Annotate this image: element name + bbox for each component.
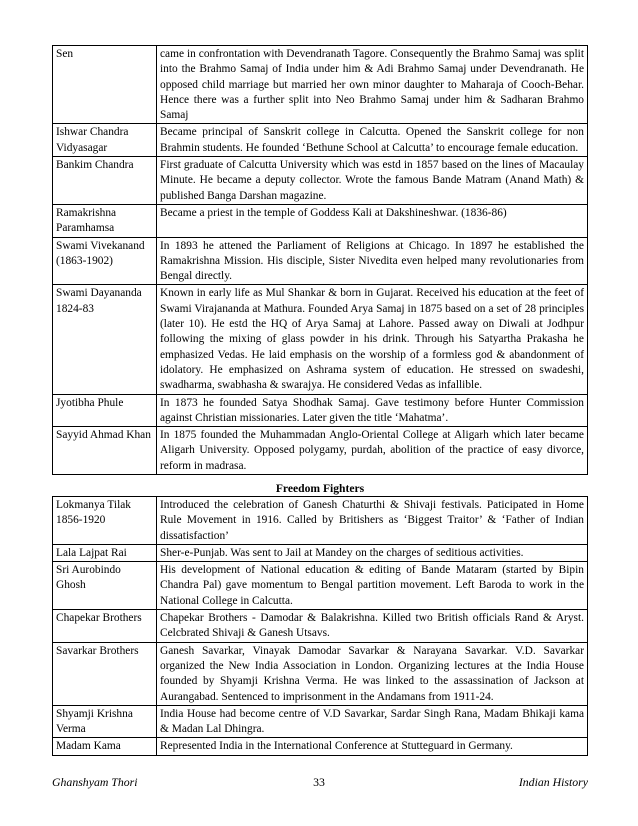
table-row <box>53 46 588 124</box>
footer-author: Ghanshyam Thori <box>52 775 138 789</box>
table-row <box>53 705 588 738</box>
person-name: Bankim Chandra <box>53 157 157 205</box>
reformers-table <box>52 45 588 475</box>
person-name: Lokmanya Tilak 1856-1920 <box>53 497 157 545</box>
person-description: In 1893 he attened the Parliament of Religions at Chicago. In 1897 he established the Ramakrishna Mission. His disciple, Sister Nivedita even helped many revolutionaries from Bengal directly. <box>157 237 588 285</box>
person-description: Known in early life as Mul Shankar & born in Gujarat. Received his education at the feet of Swami Virajananda at Mathura. Founded Arya Samaj in 1875 based on a set of 28 principles (later 10). He estd the HQ of Arya Samaj at Lahore. Passed away on Diwali at Jodhpur following the mixing of glass powder in his drink. Through his Satyartha Prakasha he emphasized Vedas. He laid emphasis on the worship of a formless god & abandonment of idolatory. He emphasized on Ashrama system of education. He stressed on swadeshi, swadharma, swabhasha & swarajya. He considered Vedas as infallible. <box>157 285 588 394</box>
person-description: Chapekar Brothers - Damodar & Balakrishna. Killed two British officials Rand & Aryst. Celcbrated Shivaji & Ganesh Utsavs. <box>157 610 588 643</box>
table-row <box>53 544 588 561</box>
person-name: Sen <box>53 46 157 124</box>
person-description: came in confrontation with Devendranath Tagore. Consequently the Brahmo Samaj was split into the Brahmo Samaj of India under him & Adi Brahmo Samaj under Devendranath. He opposed child marriage but married her own minor daughter to Maharaja of Cooch-Behar. Hence there was a further split into Neo Brahmo Samaj under him & Sadharan Brahmo Samaj <box>157 46 588 124</box>
person-name: Madam Kama <box>53 738 157 755</box>
person-name: Sri Aurobindo Ghosh <box>53 562 157 610</box>
person-description: His development of National education & editing of Bande Mataram (started by Bipin Chandra Pal) gave momentum to Bengal partition movement. Left Baroda to work in the National College in Calcutta. <box>157 562 588 610</box>
person-name: Swami Vivekanand (1863-1902) <box>53 237 157 285</box>
freedom-fighters-table <box>52 496 588 756</box>
person-name: Chapekar Brothers <box>53 610 157 643</box>
footer-subject: Indian History <box>518 775 588 789</box>
person-description: In 1875 founded the Muhammadan Anglo-Oriental College at Aligarh which later became Aligarh University. Opposed polygamy, purdah, abolition of the practice of easy divorce, reform in madrasa. <box>157 427 588 475</box>
table-row <box>53 157 588 205</box>
table-row <box>53 285 588 394</box>
person-description: Became principal of Sanskrit college in Calcutta. Opened the Sanskrit college for non Brahmin students. He founded ‘Bethune School at Calcutta’ to encourage female education. <box>157 124 588 157</box>
person-description: First graduate of Calcutta University which was estd in 1857 based on the lines of Macaulay Minute. He became a deputy collector. Wrote the famous Bande Matram (Anand Math) & published Banga Darshan magazine. <box>157 157 588 205</box>
person-description: Ganesh Savarkar, Vinayak Damodar Savarkar & Narayana Savarkar. V.D. Savarkar organized the New India Association in London. Organizing lectures at the India House founded by Shyamji Krishna Verma. He was linked to the assassination of Jackson at Aurangabad. Sentenced to imprisonment in the Andamans from 1911-24. <box>157 642 588 705</box>
person-description: Sher-e-Punjab. Was sent to Jail at Mandey on the charges of seditious activities. <box>157 544 588 561</box>
table-row <box>53 642 588 705</box>
person-description: Became a priest in the temple of Goddess Kali at Dakshineshwar. (1836-86) <box>157 204 588 237</box>
table-row <box>53 204 588 237</box>
person-name: Ishwar Chandra Vidyasagar <box>53 124 157 157</box>
section-heading: Freedom Fighters <box>275 482 365 495</box>
person-name: Ramakrishna Paramhamsa <box>53 204 157 237</box>
table-row <box>53 427 588 475</box>
person-description: India House had become centre of V.D Savarkar, Sardar Singh Rana, Madam Bhikaji kama & Madan Lal Dhingra. <box>157 705 588 738</box>
person-description: Introduced the celebration of Ganesh Chaturthi & Shivaji festivals. Paticipated in Home Rule Movement in 1916. Called by Britishers as ‘Biggest Traitor’ & ‘Father of Indian dissatisfaction’ <box>157 497 588 545</box>
person-name: Swami Dayananda 1824-83 <box>53 285 157 394</box>
table-row <box>53 394 588 427</box>
table-row <box>53 562 588 610</box>
person-description: Represented India in the International Conference at Stutteguard in Germany. <box>157 738 588 755</box>
person-description: In 1873 he founded Satya Shodhak Samaj. Gave testimony before Hunter Commission against Christian missionaries. Later given the title ‘Mahatma’. <box>157 394 588 427</box>
table-row <box>53 738 588 755</box>
person-name: Shyamji Krishna Verma <box>53 705 157 738</box>
table-row <box>53 497 588 545</box>
table-row <box>53 610 588 643</box>
person-name: Lala Lajpat Rai <box>53 544 157 561</box>
page-number: 33 <box>313 775 325 789</box>
person-name: Sayyid Ahmad Khan <box>53 427 157 475</box>
table-row <box>53 124 588 157</box>
table-row <box>53 237 588 285</box>
person-name: Savarkar Brothers <box>53 642 157 705</box>
person-name: Jyotibha Phule <box>53 394 157 427</box>
